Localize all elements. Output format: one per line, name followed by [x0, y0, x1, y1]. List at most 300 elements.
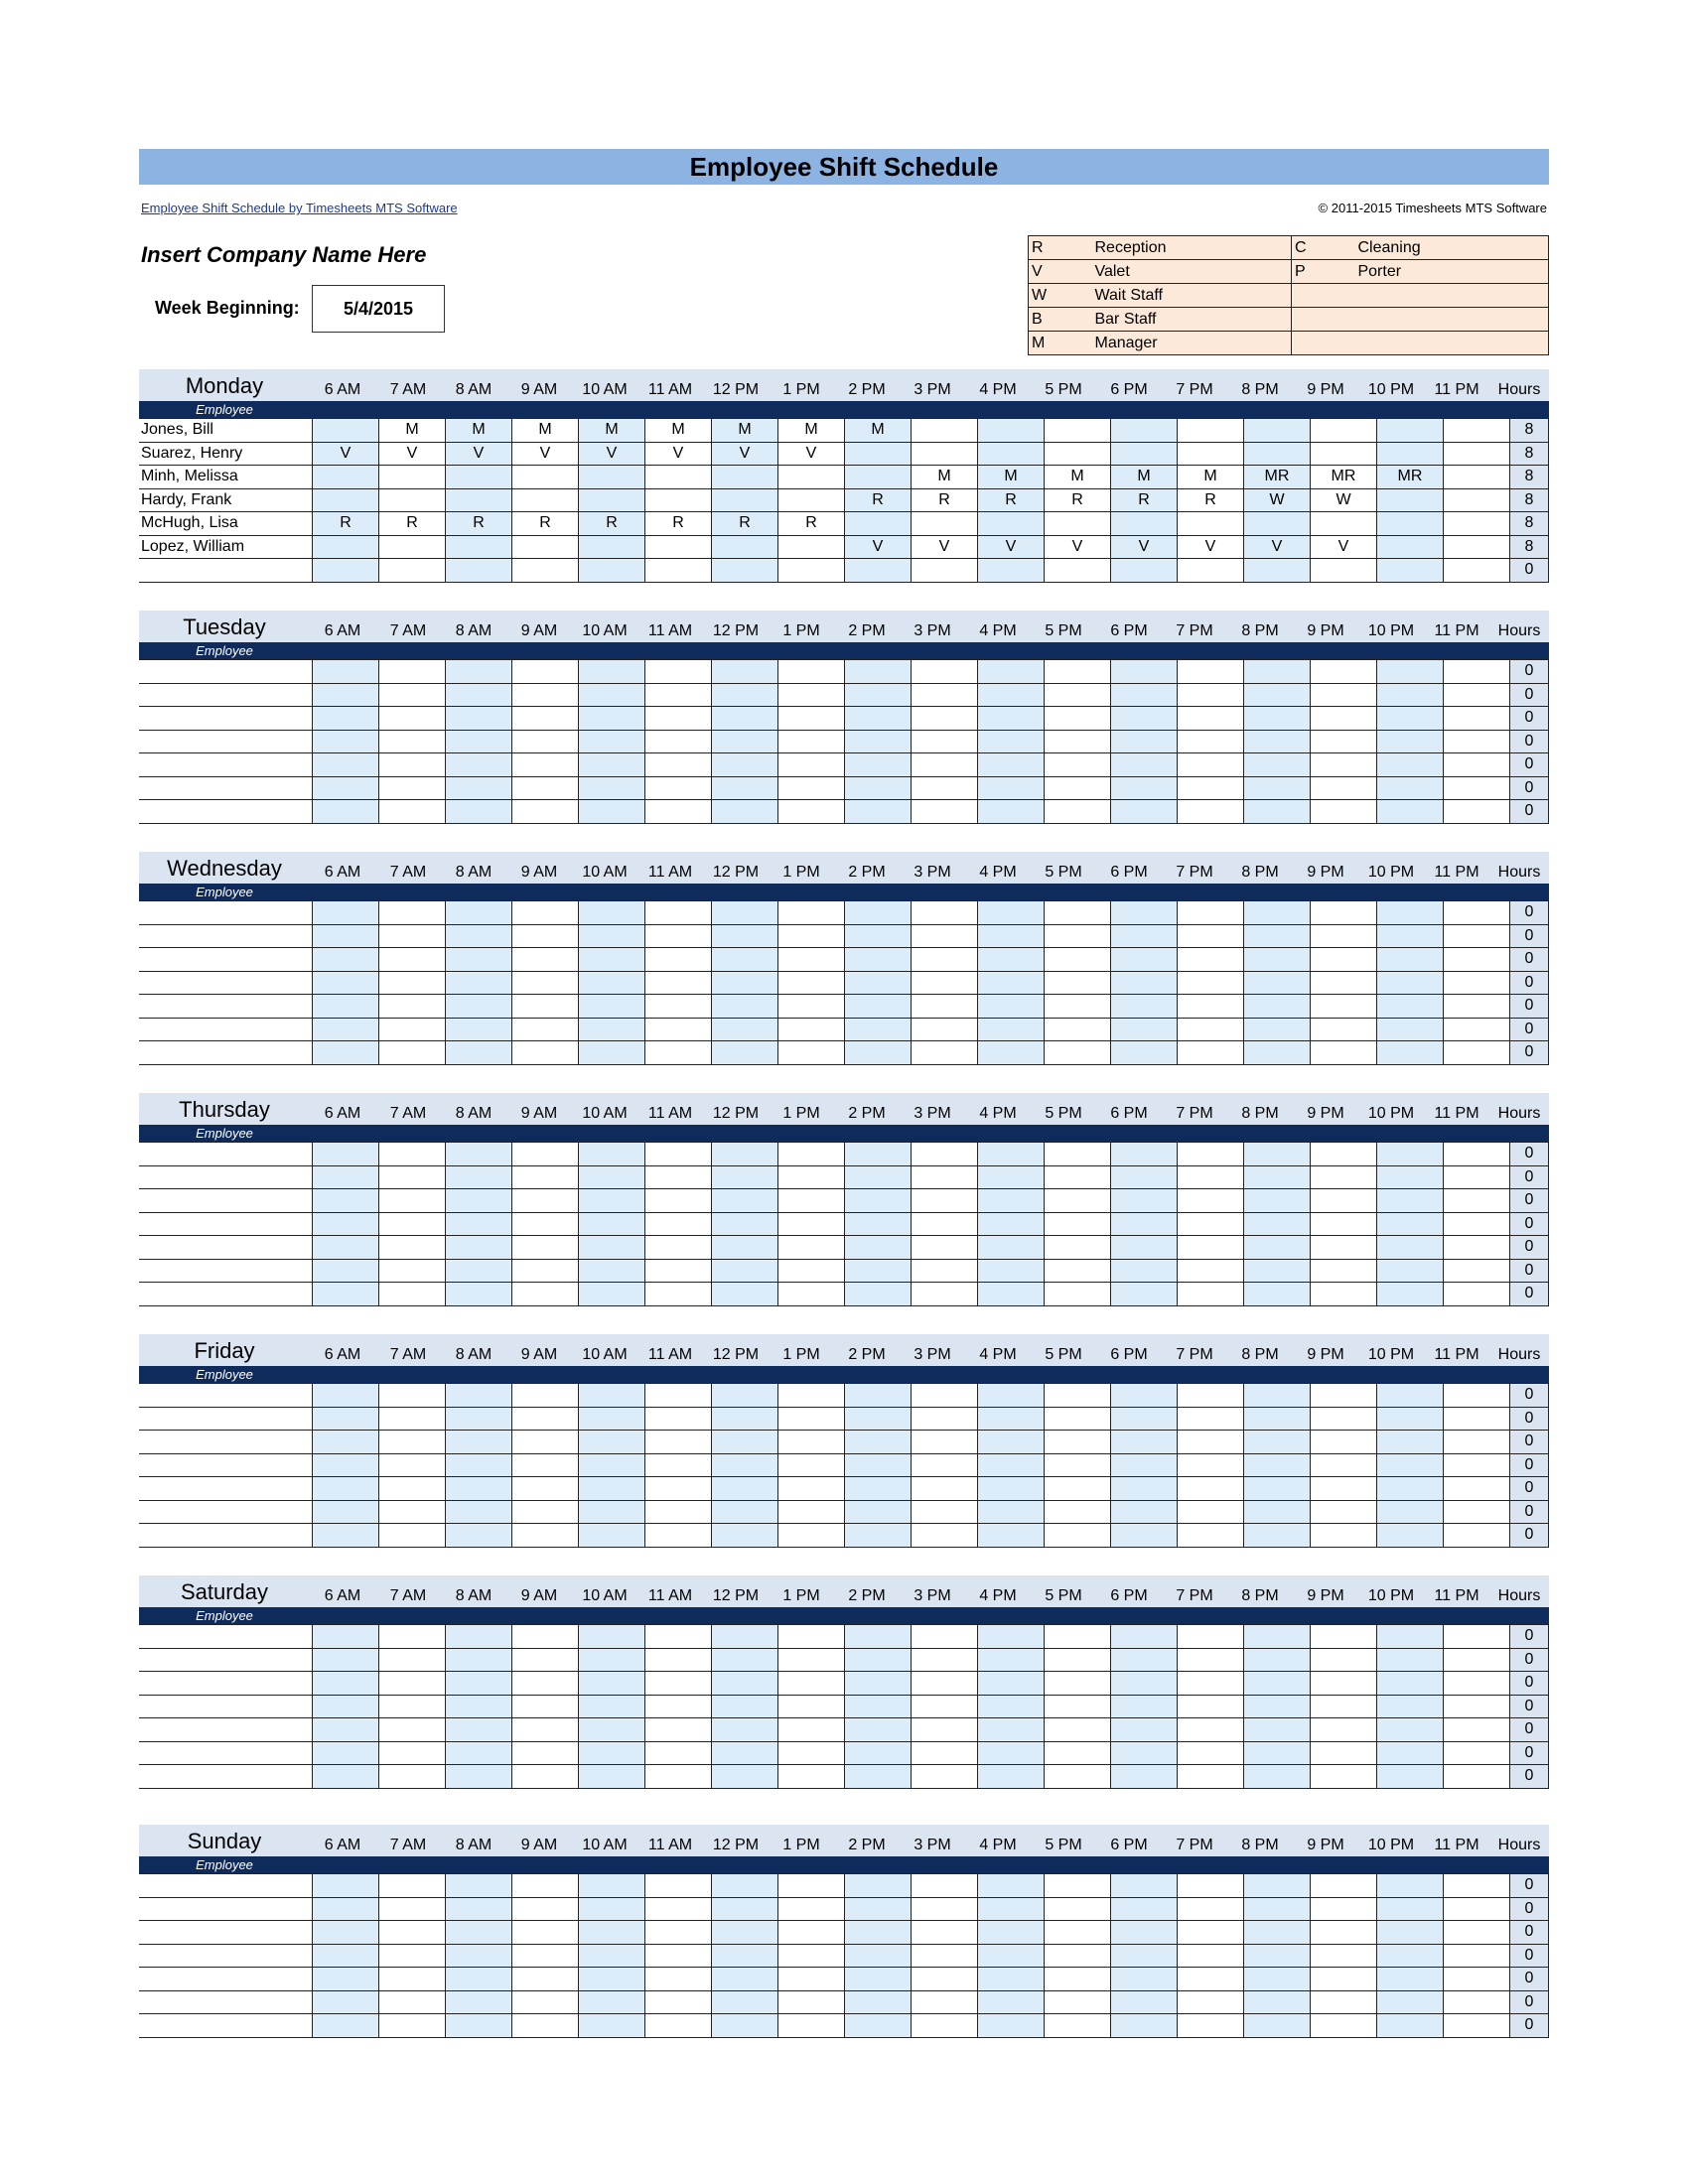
shift-cell[interactable] — [912, 1944, 978, 1968]
employee-name-cell[interactable] — [139, 995, 313, 1019]
employee-name-cell[interactable] — [139, 1968, 313, 1991]
shift-cell[interactable] — [1377, 1259, 1444, 1283]
shift-cell[interactable] — [845, 1453, 912, 1477]
shift-cell[interactable] — [1111, 1944, 1178, 1968]
shift-cell[interactable] — [1045, 1453, 1111, 1477]
shift-cell[interactable] — [379, 1672, 446, 1696]
shift-cell[interactable] — [1178, 948, 1244, 972]
shift-cell[interactable] — [313, 995, 379, 1019]
shift-cell[interactable] — [1377, 1741, 1444, 1765]
shift-cell[interactable] — [313, 948, 379, 972]
shift-cell[interactable] — [845, 1524, 912, 1548]
shift-cell[interactable] — [1045, 1695, 1111, 1718]
shift-cell[interactable] — [579, 1431, 645, 1454]
shift-cell[interactable]: M — [645, 419, 712, 443]
shift-cell[interactable] — [1178, 1189, 1244, 1213]
shift-cell[interactable] — [778, 800, 845, 824]
shift-cell[interactable] — [845, 800, 912, 824]
shift-cell[interactable] — [912, 1212, 978, 1236]
shift-cell[interactable] — [446, 466, 512, 489]
shift-cell[interactable] — [1244, 1407, 1311, 1431]
shift-cell[interactable] — [912, 559, 978, 583]
shift-cell[interactable] — [1311, 1407, 1377, 1431]
shift-cell[interactable]: R — [645, 512, 712, 536]
shift-cell[interactable] — [1377, 1921, 1444, 1945]
shift-cell[interactable] — [1178, 1259, 1244, 1283]
shift-cell[interactable] — [446, 1212, 512, 1236]
shift-cell[interactable] — [579, 1041, 645, 1065]
shift-cell[interactable] — [845, 1236, 912, 1260]
shift-cell[interactable] — [778, 488, 845, 512]
shift-cell[interactable] — [778, 1283, 845, 1306]
employee-name-cell[interactable] — [139, 1921, 313, 1945]
shift-cell[interactable] — [978, 1695, 1045, 1718]
shift-cell[interactable] — [1444, 466, 1510, 489]
shift-cell[interactable] — [1178, 2014, 1244, 2038]
shift-cell[interactable] — [1311, 1874, 1377, 1898]
shift-cell[interactable] — [1444, 535, 1510, 559]
shift-cell[interactable] — [1111, 730, 1178, 753]
employee-name-cell[interactable] — [139, 730, 313, 753]
shift-cell[interactable] — [778, 1189, 845, 1213]
shift-cell[interactable] — [1045, 1143, 1111, 1166]
shift-cell[interactable] — [1045, 1672, 1111, 1696]
employee-name-cell[interactable] — [139, 1990, 313, 2014]
shift-cell[interactable] — [1244, 924, 1311, 948]
shift-cell[interactable] — [1045, 442, 1111, 466]
shift-cell[interactable] — [1377, 707, 1444, 731]
shift-cell[interactable] — [1045, 1741, 1111, 1765]
shift-cell[interactable] — [1377, 535, 1444, 559]
shift-cell[interactable] — [446, 488, 512, 512]
shift-cell[interactable] — [845, 1189, 912, 1213]
shift-cell[interactable] — [1311, 683, 1377, 707]
shift-cell[interactable] — [1111, 753, 1178, 777]
shift-cell[interactable] — [778, 971, 845, 995]
shift-cell[interactable]: R — [446, 512, 512, 536]
shift-cell[interactable] — [379, 924, 446, 948]
shift-cell[interactable] — [512, 1259, 579, 1283]
shift-cell[interactable] — [1045, 1625, 1111, 1649]
shift-cell[interactable] — [1111, 1897, 1178, 1921]
shift-cell[interactable] — [645, 924, 712, 948]
shift-cell[interactable] — [1111, 901, 1178, 925]
shift-cell[interactable] — [845, 901, 912, 925]
shift-cell[interactable] — [1377, 776, 1444, 800]
shift-cell[interactable] — [512, 1968, 579, 1991]
shift-cell[interactable] — [446, 1765, 512, 1789]
shift-cell[interactable] — [778, 1500, 845, 1524]
shift-cell[interactable] — [978, 1283, 1045, 1306]
shift-cell[interactable] — [579, 1189, 645, 1213]
shift-cell[interactable]: M — [579, 419, 645, 443]
shift-cell[interactable] — [512, 1477, 579, 1501]
employee-name-cell[interactable] — [139, 1648, 313, 1672]
shift-cell[interactable] — [1311, 1968, 1377, 1991]
shift-cell[interactable] — [712, 535, 778, 559]
shift-cell[interactable] — [912, 971, 978, 995]
shift-cell[interactable] — [1244, 1165, 1311, 1189]
shift-cell[interactable] — [712, 1968, 778, 1991]
shift-cell[interactable] — [778, 707, 845, 731]
shift-cell[interactable] — [712, 776, 778, 800]
shift-cell[interactable] — [1111, 1384, 1178, 1408]
employee-name-cell[interactable]: Minh, Melissa — [139, 466, 313, 489]
shift-cell[interactable] — [1311, 419, 1377, 443]
shift-cell[interactable] — [1311, 1524, 1377, 1548]
shift-cell[interactable] — [579, 1741, 645, 1765]
employee-name-cell[interactable] — [139, 1189, 313, 1213]
shift-cell[interactable] — [978, 2014, 1045, 2038]
shift-cell[interactable] — [978, 971, 1045, 995]
shift-cell[interactable] — [579, 971, 645, 995]
shift-cell[interactable] — [645, 1477, 712, 1501]
shift-cell[interactable] — [645, 1453, 712, 1477]
shift-cell[interactable] — [313, 1477, 379, 1501]
shift-cell[interactable] — [1311, 776, 1377, 800]
shift-cell[interactable] — [978, 707, 1045, 731]
shift-cell[interactable] — [778, 924, 845, 948]
shift-cell[interactable] — [1045, 2014, 1111, 2038]
shift-cell[interactable] — [778, 1018, 845, 1041]
shift-cell[interactable] — [1311, 1990, 1377, 2014]
shift-cell[interactable] — [778, 660, 845, 684]
shift-cell[interactable] — [778, 1648, 845, 1672]
shift-cell[interactable] — [313, 1648, 379, 1672]
shift-cell[interactable] — [712, 707, 778, 731]
shift-cell[interactable] — [1178, 1384, 1244, 1408]
shift-cell[interactable] — [1377, 1524, 1444, 1548]
shift-cell[interactable] — [379, 1453, 446, 1477]
shift-cell[interactable] — [1244, 442, 1311, 466]
shift-cell[interactable] — [912, 1165, 978, 1189]
shift-cell[interactable] — [1111, 1041, 1178, 1065]
shift-cell[interactable] — [1111, 2014, 1178, 2038]
shift-cell[interactable] — [313, 1695, 379, 1718]
shift-cell[interactable] — [1045, 1407, 1111, 1431]
shift-cell[interactable] — [512, 1018, 579, 1041]
shift-cell[interactable] — [313, 1189, 379, 1213]
shift-cell[interactable] — [778, 535, 845, 559]
shift-cell[interactable] — [446, 1897, 512, 1921]
shift-cell[interactable] — [1045, 1968, 1111, 1991]
shift-cell[interactable] — [313, 1384, 379, 1408]
shift-cell[interactable] — [645, 995, 712, 1019]
shift-cell[interactable] — [313, 1041, 379, 1065]
shift-cell[interactable] — [712, 1648, 778, 1672]
shift-cell[interactable] — [778, 1407, 845, 1431]
shift-cell[interactable] — [1178, 1236, 1244, 1260]
employee-name-cell[interactable] — [139, 1695, 313, 1718]
shift-cell[interactable] — [512, 488, 579, 512]
shift-cell[interactable] — [512, 683, 579, 707]
shift-cell[interactable] — [645, 488, 712, 512]
shift-cell[interactable] — [712, 1695, 778, 1718]
shift-cell[interactable] — [778, 1968, 845, 1991]
shift-cell[interactable] — [778, 1990, 845, 2014]
shift-cell[interactable] — [1178, 1741, 1244, 1765]
shift-cell[interactable] — [645, 1143, 712, 1166]
shift-cell[interactable] — [1045, 1018, 1111, 1041]
shift-cell[interactable] — [1444, 1018, 1510, 1041]
shift-cell[interactable] — [978, 442, 1045, 466]
shift-cell[interactable] — [912, 1259, 978, 1283]
shift-cell[interactable] — [978, 1921, 1045, 1945]
shift-cell[interactable] — [1178, 1524, 1244, 1548]
shift-cell[interactable] — [845, 442, 912, 466]
shift-cell[interactable] — [1111, 1477, 1178, 1501]
shift-cell[interactable] — [1178, 1283, 1244, 1306]
shift-cell[interactable] — [1045, 753, 1111, 777]
shift-cell[interactable] — [1111, 442, 1178, 466]
shift-cell[interactable] — [512, 1384, 579, 1408]
shift-cell[interactable] — [446, 1500, 512, 1524]
shift-cell[interactable] — [579, 1718, 645, 1742]
shift-cell[interactable] — [512, 1897, 579, 1921]
shift-cell[interactable] — [379, 1041, 446, 1065]
employee-name-cell[interactable] — [139, 1165, 313, 1189]
shift-cell[interactable] — [1178, 800, 1244, 824]
shift-cell[interactable] — [1377, 1041, 1444, 1065]
shift-cell[interactable] — [1311, 1765, 1377, 1789]
shift-cell[interactable] — [645, 1968, 712, 1991]
shift-cell[interactable] — [1045, 419, 1111, 443]
shift-cell[interactable]: V — [579, 442, 645, 466]
shift-cell[interactable] — [1377, 559, 1444, 583]
shift-cell[interactable] — [1045, 776, 1111, 800]
shift-cell[interactable] — [778, 1041, 845, 1065]
shift-cell[interactable] — [978, 1041, 1045, 1065]
shift-cell[interactable] — [1311, 1648, 1377, 1672]
shift-cell[interactable] — [845, 1695, 912, 1718]
shift-cell[interactable] — [1178, 442, 1244, 466]
shift-cell[interactable] — [845, 730, 912, 753]
shift-cell[interactable] — [379, 1968, 446, 1991]
shift-cell[interactable] — [1444, 730, 1510, 753]
shift-cell[interactable] — [1111, 1695, 1178, 1718]
shift-cell[interactable] — [1244, 559, 1311, 583]
shift-cell[interactable] — [778, 1718, 845, 1742]
shift-cell[interactable] — [845, 1968, 912, 1991]
shift-cell[interactable] — [379, 1018, 446, 1041]
shift-cell[interactable] — [512, 1500, 579, 1524]
shift-cell[interactable] — [1377, 1500, 1444, 1524]
shift-cell[interactable] — [1111, 419, 1178, 443]
shift-cell[interactable] — [379, 1765, 446, 1789]
shift-cell[interactable] — [579, 466, 645, 489]
shift-cell[interactable] — [978, 512, 1045, 536]
employee-name-cell[interactable] — [139, 1741, 313, 1765]
shift-cell[interactable] — [313, 1874, 379, 1898]
shift-cell[interactable] — [1377, 1477, 1444, 1501]
shift-cell[interactable] — [1244, 1143, 1311, 1166]
shift-cell[interactable] — [1244, 1236, 1311, 1260]
shift-cell[interactable] — [1178, 753, 1244, 777]
shift-cell[interactable] — [1311, 1695, 1377, 1718]
shift-cell[interactable] — [645, 1741, 712, 1765]
shift-cell[interactable] — [912, 1041, 978, 1065]
shift-cell[interactable] — [1444, 707, 1510, 731]
shift-cell[interactable] — [712, 1283, 778, 1306]
shift-cell[interactable] — [1111, 1018, 1178, 1041]
shift-cell[interactable] — [579, 1695, 645, 1718]
shift-cell[interactable] — [712, 660, 778, 684]
shift-cell[interactable] — [579, 1407, 645, 1431]
shift-cell[interactable] — [1444, 1625, 1510, 1649]
shift-cell[interactable] — [313, 1718, 379, 1742]
shift-cell[interactable] — [712, 1212, 778, 1236]
shift-cell[interactable] — [379, 1283, 446, 1306]
shift-cell[interactable] — [978, 660, 1045, 684]
shift-cell[interactable] — [1311, 512, 1377, 536]
shift-cell[interactable] — [978, 1477, 1045, 1501]
shift-cell[interactable] — [1244, 1212, 1311, 1236]
shift-cell[interactable] — [778, 466, 845, 489]
shift-cell[interactable] — [978, 1968, 1045, 1991]
shift-cell[interactable] — [1111, 1283, 1178, 1306]
shift-cell[interactable] — [1444, 2014, 1510, 2038]
shift-cell[interactable] — [1111, 1143, 1178, 1166]
shift-cell[interactable] — [912, 1431, 978, 1454]
shift-cell[interactable] — [645, 1407, 712, 1431]
shift-cell[interactable] — [512, 1990, 579, 2014]
shift-cell[interactable] — [712, 1524, 778, 1548]
shift-cell[interactable] — [912, 1990, 978, 2014]
shift-cell[interactable] — [1444, 1765, 1510, 1789]
shift-cell[interactable] — [1444, 901, 1510, 925]
shift-cell[interactable] — [778, 753, 845, 777]
shift-cell[interactable] — [579, 707, 645, 731]
shift-cell[interactable] — [1111, 948, 1178, 972]
shift-cell[interactable] — [512, 1524, 579, 1548]
shift-cell[interactable] — [845, 1625, 912, 1649]
shift-cell[interactable] — [446, 1236, 512, 1260]
shift-cell[interactable] — [379, 1407, 446, 1431]
shift-cell[interactable] — [313, 800, 379, 824]
shift-cell[interactable] — [379, 776, 446, 800]
shift-cell[interactable] — [313, 1212, 379, 1236]
shift-cell[interactable] — [1045, 1236, 1111, 1260]
shift-cell[interactable]: V — [313, 442, 379, 466]
shift-cell[interactable] — [1244, 1648, 1311, 1672]
shift-cell[interactable] — [313, 559, 379, 583]
shift-cell[interactable] — [1244, 1765, 1311, 1789]
shift-cell[interactable] — [313, 683, 379, 707]
shift-cell[interactable] — [579, 559, 645, 583]
shift-cell[interactable]: R — [579, 512, 645, 536]
shift-cell[interactable]: M — [1178, 466, 1244, 489]
shift-cell[interactable] — [778, 2014, 845, 2038]
shift-cell[interactable] — [313, 488, 379, 512]
shift-cell[interactable] — [978, 1741, 1045, 1765]
shift-cell[interactable] — [379, 535, 446, 559]
shift-cell[interactable] — [1111, 1625, 1178, 1649]
shift-cell[interactable] — [712, 1431, 778, 1454]
shift-cell[interactable] — [379, 948, 446, 972]
employee-name-cell[interactable] — [139, 1672, 313, 1696]
shift-cell[interactable] — [845, 948, 912, 972]
shift-cell[interactable] — [978, 1143, 1045, 1166]
shift-cell[interactable] — [313, 924, 379, 948]
shift-cell[interactable] — [1244, 1921, 1311, 1945]
shift-cell[interactable] — [579, 1897, 645, 1921]
shift-cell[interactable] — [1311, 1018, 1377, 1041]
shift-cell[interactable] — [1178, 1453, 1244, 1477]
shift-cell[interactable] — [1045, 1259, 1111, 1283]
shift-cell[interactable] — [1178, 995, 1244, 1019]
shift-cell[interactable] — [912, 800, 978, 824]
shift-cell[interactable] — [1311, 1165, 1377, 1189]
shift-cell[interactable] — [1111, 1259, 1178, 1283]
shift-cell[interactable] — [1244, 1990, 1311, 2014]
shift-cell[interactable] — [845, 995, 912, 1019]
shift-cell[interactable] — [379, 466, 446, 489]
shift-cell[interactable] — [1178, 1695, 1244, 1718]
shift-cell[interactable] — [912, 442, 978, 466]
shift-cell[interactable] — [446, 1695, 512, 1718]
shift-cell[interactable] — [1311, 2014, 1377, 2038]
shift-cell[interactable] — [778, 901, 845, 925]
shift-cell[interactable] — [1244, 1189, 1311, 1213]
shift-cell[interactable] — [1178, 776, 1244, 800]
shift-cell[interactable] — [645, 1695, 712, 1718]
shift-cell[interactable] — [978, 1384, 1045, 1408]
shift-cell[interactable] — [313, 1921, 379, 1945]
shift-cell[interactable]: M — [379, 419, 446, 443]
shift-cell[interactable] — [978, 559, 1045, 583]
shift-cell[interactable]: M — [1045, 466, 1111, 489]
shift-cell[interactable] — [1377, 1283, 1444, 1306]
shift-cell[interactable] — [1244, 730, 1311, 753]
shift-cell[interactable] — [1311, 1453, 1377, 1477]
shift-cell[interactable]: M — [1111, 466, 1178, 489]
shift-cell[interactable] — [512, 1407, 579, 1431]
shift-cell[interactable] — [1377, 1874, 1444, 1898]
shift-cell[interactable] — [446, 1189, 512, 1213]
shift-cell[interactable] — [845, 1648, 912, 1672]
week-beginning-field[interactable]: 5/4/2015 — [312, 285, 445, 333]
shift-cell[interactable] — [379, 683, 446, 707]
employee-name-cell[interactable] — [139, 948, 313, 972]
shift-cell[interactable] — [579, 488, 645, 512]
shift-cell[interactable] — [579, 1765, 645, 1789]
shift-cell[interactable] — [1244, 2014, 1311, 2038]
shift-cell[interactable] — [778, 1625, 845, 1649]
shift-cell[interactable] — [379, 1741, 446, 1765]
shift-cell[interactable] — [1377, 1718, 1444, 1742]
shift-cell[interactable] — [1377, 1625, 1444, 1649]
shift-cell[interactable] — [1444, 1718, 1510, 1742]
shift-cell[interactable]: R — [712, 512, 778, 536]
shift-cell[interactable] — [446, 753, 512, 777]
shift-cell[interactable] — [579, 1143, 645, 1166]
shift-cell[interactable] — [512, 1625, 579, 1649]
shift-cell[interactable] — [712, 730, 778, 753]
shift-cell[interactable] — [1444, 1500, 1510, 1524]
shift-cell[interactable] — [379, 660, 446, 684]
shift-cell[interactable] — [778, 1165, 845, 1189]
shift-cell[interactable] — [313, 1944, 379, 1968]
shift-cell[interactable] — [1111, 683, 1178, 707]
shift-cell[interactable]: V — [512, 442, 579, 466]
shift-cell[interactable] — [313, 1765, 379, 1789]
shift-cell[interactable] — [1178, 1407, 1244, 1431]
shift-cell[interactable] — [379, 1500, 446, 1524]
shift-cell[interactable] — [1377, 995, 1444, 1019]
shift-cell[interactable] — [1444, 1165, 1510, 1189]
shift-cell[interactable] — [379, 1944, 446, 1968]
shift-cell[interactable] — [379, 730, 446, 753]
